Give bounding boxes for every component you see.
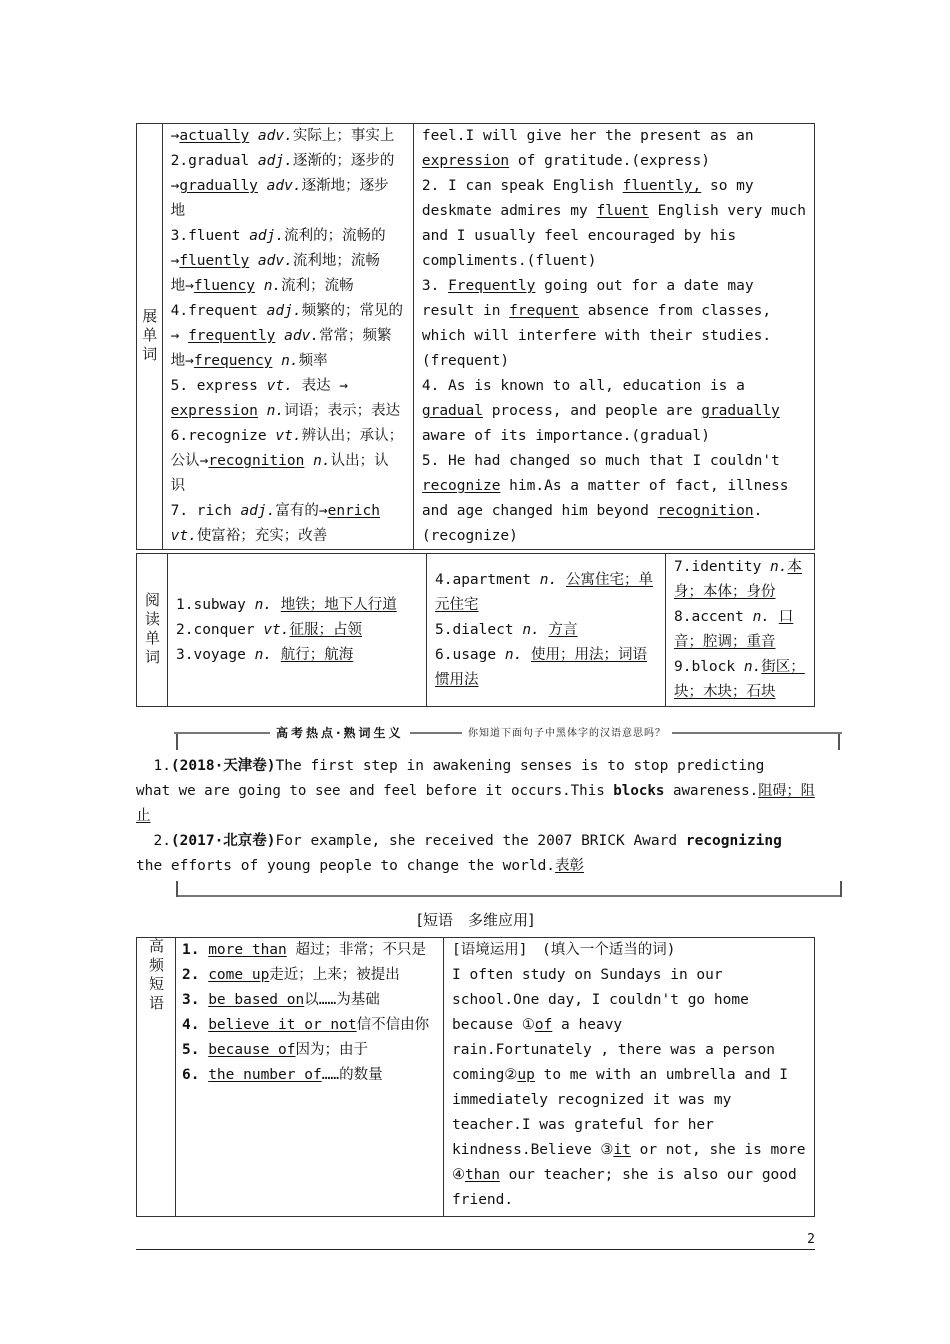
answer-underlined: fluently	[179, 253, 250, 269]
answer-underlined: frequent	[509, 303, 580, 319]
text-line	[182, 963, 437, 988]
part-of-speech: adj.	[257, 153, 293, 169]
part-of-speech: vt.	[275, 428, 302, 444]
text-line	[452, 1163, 806, 1188]
part-of-speech: n.	[266, 403, 285, 419]
answer-underlined: 公寓住宅；单	[565, 571, 653, 588]
text-line	[171, 524, 405, 549]
text-run: 3.fluent	[170, 228, 250, 244]
text-run: 2.conquer	[176, 621, 264, 638]
answer-underlined: 块；木块；石块	[674, 684, 776, 700]
text-line	[422, 324, 806, 349]
text-line	[422, 499, 806, 524]
answer-underlined: 元住宅	[435, 596, 479, 613]
text-line	[171, 224, 405, 249]
answer-underlined: 征服；占领	[289, 621, 363, 638]
text-line	[435, 568, 657, 593]
text-run	[199, 1067, 208, 1083]
text-run: 使富裕；充实；改善	[196, 528, 328, 544]
text-run	[275, 328, 284, 344]
text-line	[674, 605, 806, 630]
answer-underlined: recognition	[208, 453, 305, 469]
reading-col-3-lines	[674, 555, 806, 705]
text-line	[182, 938, 437, 963]
answer-underlined: 止	[136, 808, 151, 824]
expansion-left-lines	[171, 124, 405, 549]
reading-side-text: 阅读单词	[143, 592, 161, 668]
text-run: or not, she is more	[630, 1142, 806, 1158]
text-run: →	[170, 328, 189, 344]
text-run	[258, 178, 267, 194]
text-line	[171, 399, 405, 424]
text-run: 地	[170, 203, 186, 219]
text-line	[674, 580, 806, 605]
text-run: going out for a date may	[535, 278, 754, 294]
answer-underlined: recognize	[421, 478, 501, 494]
answer-underlined: recognition	[657, 503, 754, 519]
text-run	[255, 278, 264, 294]
answer-underlined: actually	[179, 128, 250, 144]
text-run: a heavy	[552, 1017, 623, 1033]
answer-underlined: come up	[208, 967, 270, 983]
text-line	[171, 124, 405, 149]
text-run: 实际上；事实上	[292, 128, 395, 144]
text-line	[452, 1088, 806, 1113]
answer-underlined: up	[517, 1067, 535, 1083]
text-run: The first step in awakening senses is to stop predicting	[275, 758, 765, 774]
text-run: 7. rich	[170, 503, 241, 519]
part-of-speech: n.	[254, 646, 273, 663]
text-run	[199, 967, 208, 983]
part-of-speech: adv.	[257, 253, 293, 269]
text-run: and I usually feel encouraged by his	[421, 228, 737, 244]
bold-text: 5.	[182, 1042, 200, 1058]
text-line	[171, 299, 405, 324]
answer-underlined: believe it or not	[208, 1017, 357, 1033]
text-line	[176, 643, 418, 668]
reading-col-2	[427, 554, 666, 707]
text-line	[422, 249, 806, 274]
text-line	[452, 963, 806, 988]
text-run: friend.	[452, 1192, 514, 1208]
answer-underlined: frequently	[188, 328, 276, 344]
text-line	[422, 349, 806, 374]
text-line	[452, 1013, 806, 1038]
text-line	[136, 829, 815, 854]
part-of-speech: adv.	[257, 128, 293, 144]
text-run: 地→	[170, 278, 194, 294]
text-run: 6.usage	[435, 646, 505, 663]
text-run	[249, 128, 258, 144]
text-line	[422, 524, 806, 549]
text-line	[452, 1188, 806, 1213]
text-run: teacher.I was grateful for her	[452, 1117, 714, 1133]
bold-text: 6.	[182, 1067, 200, 1083]
reading-col-3	[666, 554, 815, 707]
text-line	[171, 249, 405, 274]
text-line	[136, 854, 815, 879]
text-run: 1.	[136, 758, 171, 774]
text-run: rain.Fortunately , there was a person	[452, 1042, 776, 1058]
text-line	[171, 149, 405, 174]
text-run: him.As a matter of fact, illness	[500, 478, 789, 494]
answer-underlined: more than	[208, 942, 287, 958]
text-run	[272, 353, 281, 369]
reading-side-label	[137, 554, 168, 707]
text-line	[171, 474, 405, 499]
text-run: 认出；认	[330, 453, 389, 469]
text-run: I often study on Sundays in our	[452, 967, 723, 983]
text-run: [语境运用] (填入一个适当的词)	[452, 942, 676, 958]
text-run	[249, 253, 258, 269]
text-run	[272, 647, 281, 663]
text-run: 因为；由于	[295, 1042, 369, 1058]
text-line	[422, 224, 806, 249]
text-run: 走近；上来；被提出	[269, 967, 400, 983]
answer-underlined: fluently,	[622, 178, 702, 194]
answer-underlined: 街区；	[761, 659, 805, 675]
text-run	[258, 403, 267, 419]
bold-text: 3.	[182, 992, 200, 1008]
text-run: 3.	[421, 278, 449, 294]
answer-underlined: because of	[208, 1042, 296, 1058]
text-run: 以……为基础	[304, 992, 380, 1008]
bold-text: (2017·北京卷)	[170, 833, 276, 849]
example-sentences	[136, 754, 815, 879]
text-run: 富有的→	[275, 503, 328, 519]
reading-col-1	[168, 554, 427, 707]
part-of-speech: n.	[770, 559, 788, 575]
bold-text: (2018·天津卷)	[170, 758, 276, 774]
text-run: 5. express	[170, 378, 267, 394]
phrase-side-text: 高频短语	[147, 938, 165, 1014]
word-table-expansion	[136, 123, 815, 550]
text-run: 9.block	[674, 659, 744, 675]
text-run: compliments.(fluent)	[421, 253, 597, 269]
text-run: 词语；表示；表达	[284, 403, 401, 419]
text-run: 频率	[298, 353, 328, 369]
text-run: 4.apartment	[435, 571, 540, 588]
part-of-speech: n.	[539, 571, 558, 588]
text-line	[422, 449, 806, 474]
text-run: .	[753, 503, 763, 519]
text-run: awareness.	[664, 783, 759, 799]
text-line	[171, 374, 405, 399]
phrase-right-cell	[444, 938, 815, 1217]
answer-underlined: 使用；用法；词语	[531, 646, 648, 663]
text-line	[171, 324, 405, 349]
text-line	[422, 374, 806, 399]
text-run: coming②	[452, 1067, 518, 1083]
text-run: 4.frequent	[170, 303, 267, 319]
phrase-left-lines	[182, 938, 437, 1088]
text-line	[435, 643, 657, 668]
part-of-speech: n.	[263, 278, 282, 294]
text-line	[422, 399, 806, 424]
text-line	[182, 1063, 437, 1088]
answer-underlined: Frequently	[448, 278, 536, 294]
text-run: ……的数量	[321, 1067, 383, 1083]
text-run: 7.identity	[674, 559, 771, 575]
text-run: 常常；频繁	[319, 328, 392, 344]
text-run: 4. As is known to all, education is a	[421, 378, 745, 394]
text-line	[674, 630, 806, 655]
text-run: 超过；非常；不只是	[286, 942, 427, 958]
part-of-speech: n.	[504, 646, 523, 663]
text-run	[770, 609, 779, 625]
phrase-right-lines	[452, 938, 806, 1213]
text-run: 2.gradual	[170, 153, 258, 169]
bold-text: 2.	[182, 967, 200, 983]
part-of-speech: adj.	[249, 228, 285, 244]
banner-hint: 你知道下面句子中黑体字的汉语意思吗？	[462, 724, 672, 739]
expansion-side-text: 展单词	[140, 308, 159, 365]
bold-text: 4.	[182, 1017, 200, 1033]
answer-underlined: 身；本体；身份	[674, 584, 776, 600]
text-line	[171, 449, 405, 474]
text-run: process, and people are	[482, 403, 702, 419]
text-run: 表达 →	[292, 378, 349, 394]
text-line	[422, 424, 806, 449]
text-run	[304, 453, 313, 469]
answer-underlined: fluent	[596, 203, 649, 219]
part-of-speech: vt.	[266, 378, 293, 394]
answer-underlined: 航行；航海	[280, 646, 354, 663]
text-line	[422, 299, 806, 324]
reading-col-2-lines	[435, 568, 657, 693]
answer-underlined: 阻碍；阻	[758, 783, 815, 799]
text-run: immediately recognized it was my	[452, 1092, 732, 1108]
bracket-top-right	[830, 734, 840, 750]
text-line	[176, 593, 418, 618]
text-line	[435, 668, 657, 693]
text-run: 8.accent	[674, 609, 753, 625]
text-line	[171, 174, 405, 199]
text-line	[452, 1138, 806, 1163]
answer-underlined: than	[465, 1167, 500, 1183]
text-line	[452, 1113, 806, 1138]
text-run	[199, 1042, 208, 1058]
text-line	[182, 1038, 437, 1063]
part-of-speech: n.	[254, 596, 273, 613]
text-run: 3.voyage	[176, 646, 255, 663]
hot-topic-banner	[174, 716, 842, 750]
bracket-bottom-rule	[178, 895, 840, 897]
text-line	[435, 618, 657, 643]
part-of-speech: adv.	[284, 328, 320, 344]
text-run: 流利的；流畅的	[284, 228, 386, 244]
text-line	[182, 1013, 437, 1038]
answer-underlined: 口	[778, 609, 794, 625]
text-run: →	[170, 178, 180, 194]
answer-underlined: frequency	[193, 353, 273, 369]
section-title: [短语 多维应用]	[417, 911, 534, 929]
text-run: the efforts of young people to change the world.	[136, 858, 556, 874]
text-run: 5.dialect	[435, 621, 523, 638]
text-run: kindness.Believe ③	[452, 1142, 614, 1158]
text-run: 信不信由你	[356, 1017, 430, 1033]
text-line	[435, 593, 657, 618]
banner-title: 高考热点·熟词生义	[270, 724, 410, 741]
text-line	[176, 618, 418, 643]
text-line	[452, 1063, 806, 1088]
text-run: 1.subway	[176, 596, 255, 613]
text-run: 辨认出；承认；	[301, 428, 404, 444]
part-of-speech: vt.	[263, 621, 290, 638]
part-of-speech: n.	[743, 659, 762, 675]
answer-underlined: expression	[421, 153, 510, 169]
bold-text: 1.	[182, 942, 200, 958]
footer-rule	[136, 1249, 815, 1250]
text-run: of gratitude.(express)	[509, 153, 710, 169]
text-run: aware of its importance.(gradual)	[421, 428, 710, 444]
part-of-speech: n.	[281, 353, 299, 369]
text-run: ④	[452, 1167, 465, 1183]
expansion-left-cell	[162, 124, 413, 550]
text-run: and age changed him beyond	[421, 503, 658, 519]
text-line	[171, 349, 405, 374]
text-run: what we are going to see and feel before it occurs.This	[136, 783, 614, 799]
text-line	[422, 124, 806, 149]
text-run	[199, 1017, 208, 1033]
expansion-right-lines	[422, 124, 806, 549]
text-run	[522, 647, 531, 663]
text-run: 识	[170, 478, 186, 494]
answer-underlined: enrich	[327, 503, 380, 519]
part-of-speech: adj.	[240, 503, 276, 519]
text-run	[557, 572, 566, 588]
text-run: 6.recognize	[170, 428, 276, 444]
expansion-right-cell	[413, 124, 814, 550]
part-of-speech: n.	[313, 453, 331, 469]
phrase-table	[136, 937, 815, 1217]
answer-underlined: gradual	[421, 403, 483, 419]
text-line	[171, 199, 405, 224]
bold-text: blocks	[613, 783, 665, 799]
answer-underlined: 音；腔调；重音	[674, 634, 776, 650]
text-line	[422, 274, 806, 299]
text-run: 流利地；流畅	[292, 253, 380, 269]
text-run: →	[170, 128, 180, 144]
part-of-speech: adj.	[266, 303, 302, 319]
part-of-speech: n.	[752, 609, 771, 625]
text-run: to me with an umbrella and I	[534, 1067, 789, 1083]
bold-text: recognizing	[685, 833, 782, 849]
text-run: English very much	[648, 203, 806, 219]
text-run: 2.	[136, 833, 171, 849]
text-line	[452, 1038, 806, 1063]
text-run: so my	[701, 178, 754, 194]
text-line	[674, 555, 806, 580]
answer-underlined: 方言	[548, 621, 578, 638]
bracket-top-left	[176, 734, 186, 750]
text-line	[674, 655, 806, 680]
text-run: school.One day, I couldn't go home	[452, 992, 749, 1008]
answer-underlined: 本	[787, 559, 802, 575]
part-of-speech: n.	[522, 621, 540, 638]
phrase-side-label	[137, 938, 176, 1217]
answer-underlined: of	[534, 1017, 553, 1033]
answer-underlined: 表彰	[555, 858, 585, 874]
text-run: 频繁的；常见的	[301, 303, 404, 319]
answer-underlined: gradually	[701, 403, 780, 419]
text-run: deskmate admires my	[421, 203, 597, 219]
answer-underlined: 惯用法	[435, 671, 479, 688]
expansion-side-label	[137, 124, 163, 550]
text-run: 流利；流畅	[281, 278, 354, 294]
text-run: →	[170, 253, 180, 269]
answer-underlined: expression	[170, 403, 258, 419]
word-table-reading	[136, 553, 815, 707]
text-line	[452, 988, 806, 1013]
answer-underlined: 地铁；地下人行道	[280, 596, 397, 613]
text-line	[674, 680, 806, 705]
answer-underlined: the number of	[208, 1067, 322, 1083]
part-of-speech: vt.	[170, 528, 197, 544]
text-line	[422, 474, 806, 499]
answer-underlined: it	[613, 1142, 631, 1158]
text-run	[199, 942, 208, 958]
text-line	[422, 174, 806, 199]
text-line	[422, 149, 806, 174]
part-of-speech: adv.	[266, 178, 302, 194]
text-line	[422, 199, 806, 224]
text-line	[182, 988, 437, 1013]
answer-underlined: fluency	[193, 278, 255, 294]
text-line	[452, 938, 806, 963]
text-run	[272, 597, 281, 613]
text-line	[171, 499, 405, 524]
text-line	[171, 274, 405, 299]
text-run	[540, 622, 549, 638]
text-line	[136, 804, 815, 829]
text-run: 2. I can speak English	[421, 178, 623, 194]
text-run: because ①	[452, 1017, 535, 1033]
page-number: 2	[807, 1232, 815, 1247]
text-run: feel.I will give her the present as an	[421, 128, 754, 144]
phrase-left-cell	[176, 938, 444, 1217]
text-run: 逐渐的；逐步的	[292, 153, 395, 169]
text-run: 5. He had changed so much that I couldn't	[421, 453, 780, 469]
answer-underlined: be based on	[208, 992, 305, 1008]
text-run: result in	[421, 303, 510, 319]
text-run: (recognize)	[421, 528, 518, 544]
text-run	[199, 992, 208, 1008]
text-run: 公认→	[170, 453, 209, 469]
text-line	[171, 424, 405, 449]
text-run: our teacher; she is also our good	[499, 1167, 797, 1183]
reading-col-1-lines	[176, 593, 418, 668]
answer-underlined: gradually	[179, 178, 258, 194]
text-run: 逐渐地；逐步	[301, 178, 389, 194]
text-run: 地→	[170, 353, 194, 369]
text-line	[136, 779, 815, 804]
text-line	[136, 754, 815, 779]
text-run: For example, she received the 2007 BRICK Award	[275, 833, 686, 849]
text-run: (frequent)	[421, 353, 510, 369]
text-run: which will interfere with their studies.	[421, 328, 772, 344]
text-run: absence from classes,	[579, 303, 772, 319]
